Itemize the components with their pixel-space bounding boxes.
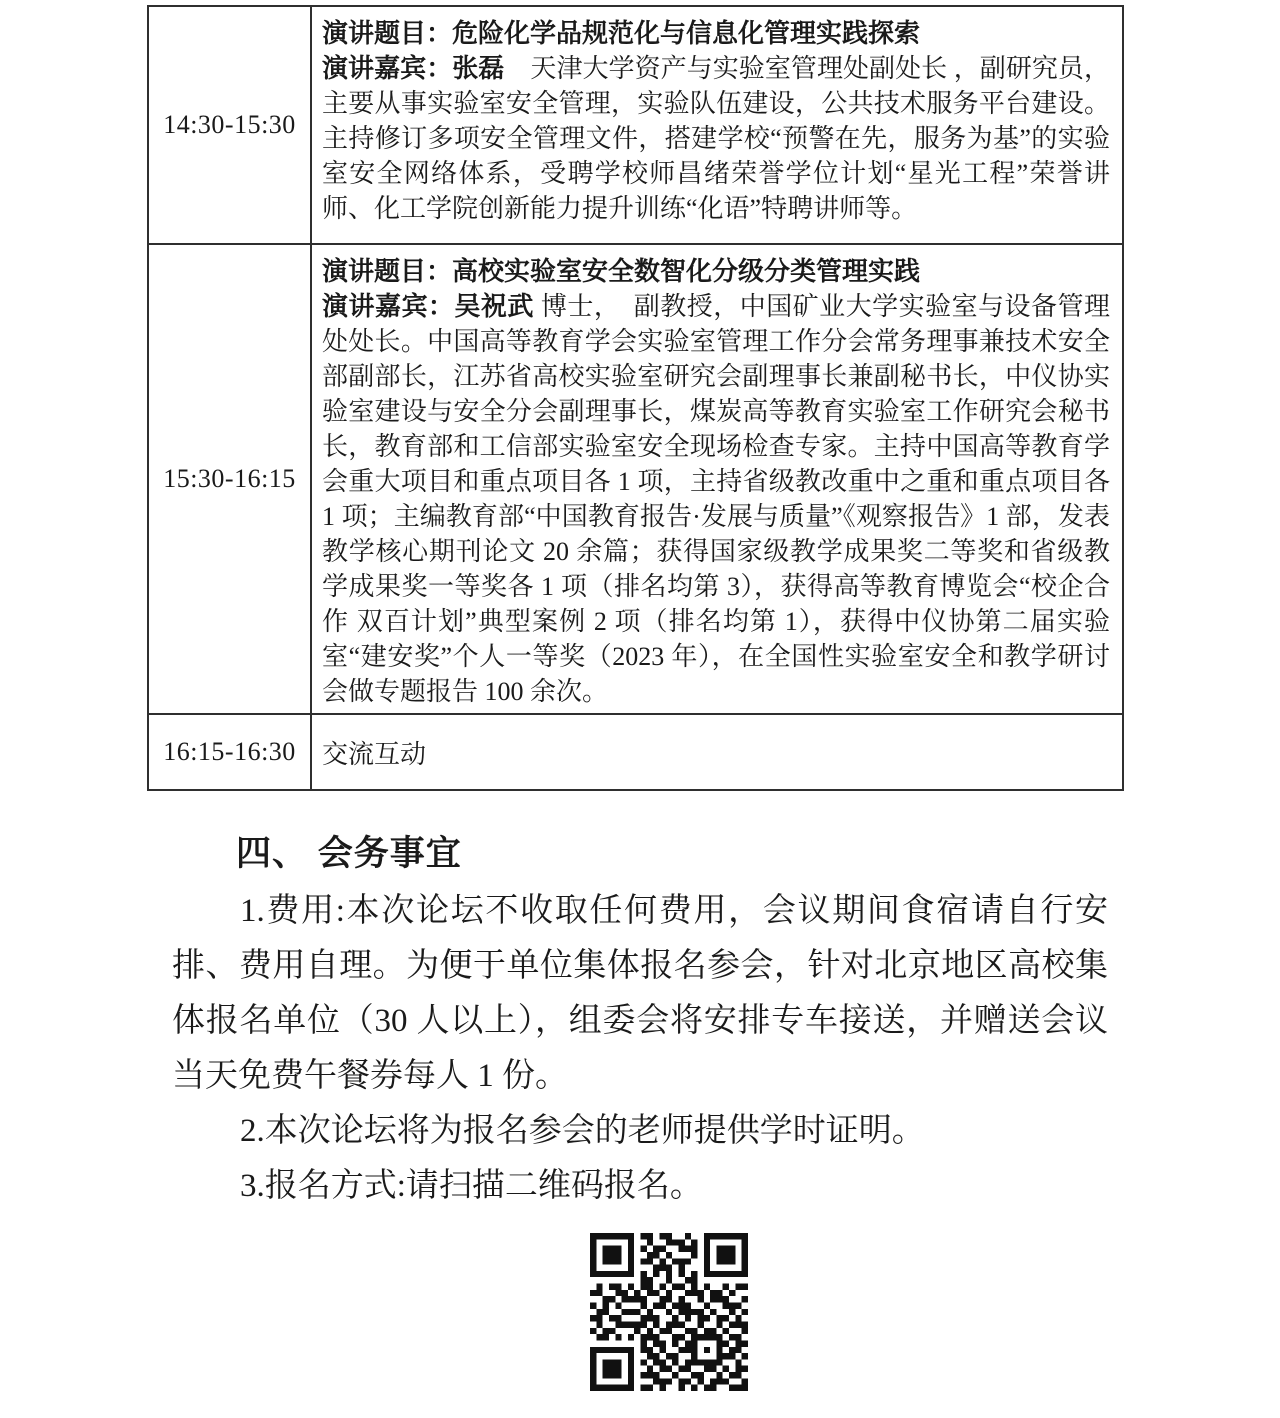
session-cell	[311, 6, 1123, 244]
table-row	[148, 6, 1123, 244]
topic-title: 危险化学品规范化与信息化管理实践探索	[452, 19, 921, 48]
speaker-bio: 博士， 副教授，中国矿业大学实验室与设备管理处处长。中国高等教育学会实验室管理工作分会常务理事兼技术安全部副部长，江苏省高校实验室研究会副理事长兼副秘书长，中仪协实验室建设与安全分会副理事长，煤炭高等教育实验室工作研究会秘书长，教育部和工信部实验室安全现场检查专家。主持中国高等教育学会重大项目和重点项目各 1 项，主持省级教改重中之重和重点项目各 1 项；主编教育部“中国教育报告·发展与质量”《观察报告》1 部，发表教学核心期刊论文 20 余篇；获得国家级教学成果奖二等奖和省级教学成果奖一等奖各 1 项（排名均第 3），获得高等教育博览会“校企合作 双百计划”典型案例 2 项（排名均第 1），获得中仪协第二届实验室“建安奖”个人一等奖（2023 年），在全国性实验室安全和教学研讨会做专题报告 100 余次。	[322, 292, 1110, 706]
speaker-bio: 天津大学资产与实验室管理处副处长 ，副研究员， 主要从事实验室安全管理，实验队伍建设，公共技术服务平台建设。主持修订多项安全管理文件，搭建学校“预警在先，服务为基”的实验室安全网络体系，受聘学校师昌绪荣誉学位计划“星光工程”荣誉讲师、化工学院创新能力提升训练“化语”特聘讲师等。	[322, 54, 1110, 223]
speaker-label: 演讲嘉宾：	[322, 292, 455, 321]
qr-code	[590, 1233, 748, 1391]
topic-label: 演讲题目：	[322, 257, 453, 286]
paragraph-certificate: 2.本次论坛将为报名参会的老师提供学时证明。	[240, 1113, 925, 1149]
session-topic-line	[322, 254, 1110, 289]
activity-cell: 交流互动	[311, 714, 1123, 790]
table-row	[148, 244, 1123, 714]
schedule-table	[147, 5, 1124, 791]
session-cell	[311, 244, 1123, 714]
topic-label: 演讲题目：	[322, 19, 453, 48]
time-slot: 16:15-16:30	[148, 714, 311, 790]
speaker-label: 演讲嘉宾：	[322, 54, 453, 83]
table-row	[148, 714, 1123, 790]
topic-title: 高校实验室安全数智化分级分类管理实践	[452, 257, 921, 286]
session-topic-line	[322, 16, 1110, 51]
qr-code-svg	[590, 1233, 748, 1391]
section-heading: 四、 会务事宜	[236, 834, 462, 873]
speaker-name: 吴祝武	[454, 292, 534, 321]
section-body	[172, 884, 1108, 1214]
time-slot: 14:30-15:30	[148, 6, 311, 244]
paragraph-fee: 1.费用:本次论坛不收取任何费用，会议期间食宿请自行安排、费用自理。为便于单位集体报名参会，针对北京地区高校集体报名单位（30 人以上），组委会将安排专车接送，并赠送会议当天免费午餐券每人 1 份。	[172, 893, 1108, 1094]
session-speaker-line	[322, 289, 1110, 709]
speaker-name: 张磊	[452, 54, 505, 83]
paragraph-signup-method: 3.报名方式:请扫描二维码报名。	[240, 1168, 703, 1204]
session-speaker-line	[322, 51, 1110, 226]
time-slot: 15:30-16:15	[148, 244, 311, 714]
